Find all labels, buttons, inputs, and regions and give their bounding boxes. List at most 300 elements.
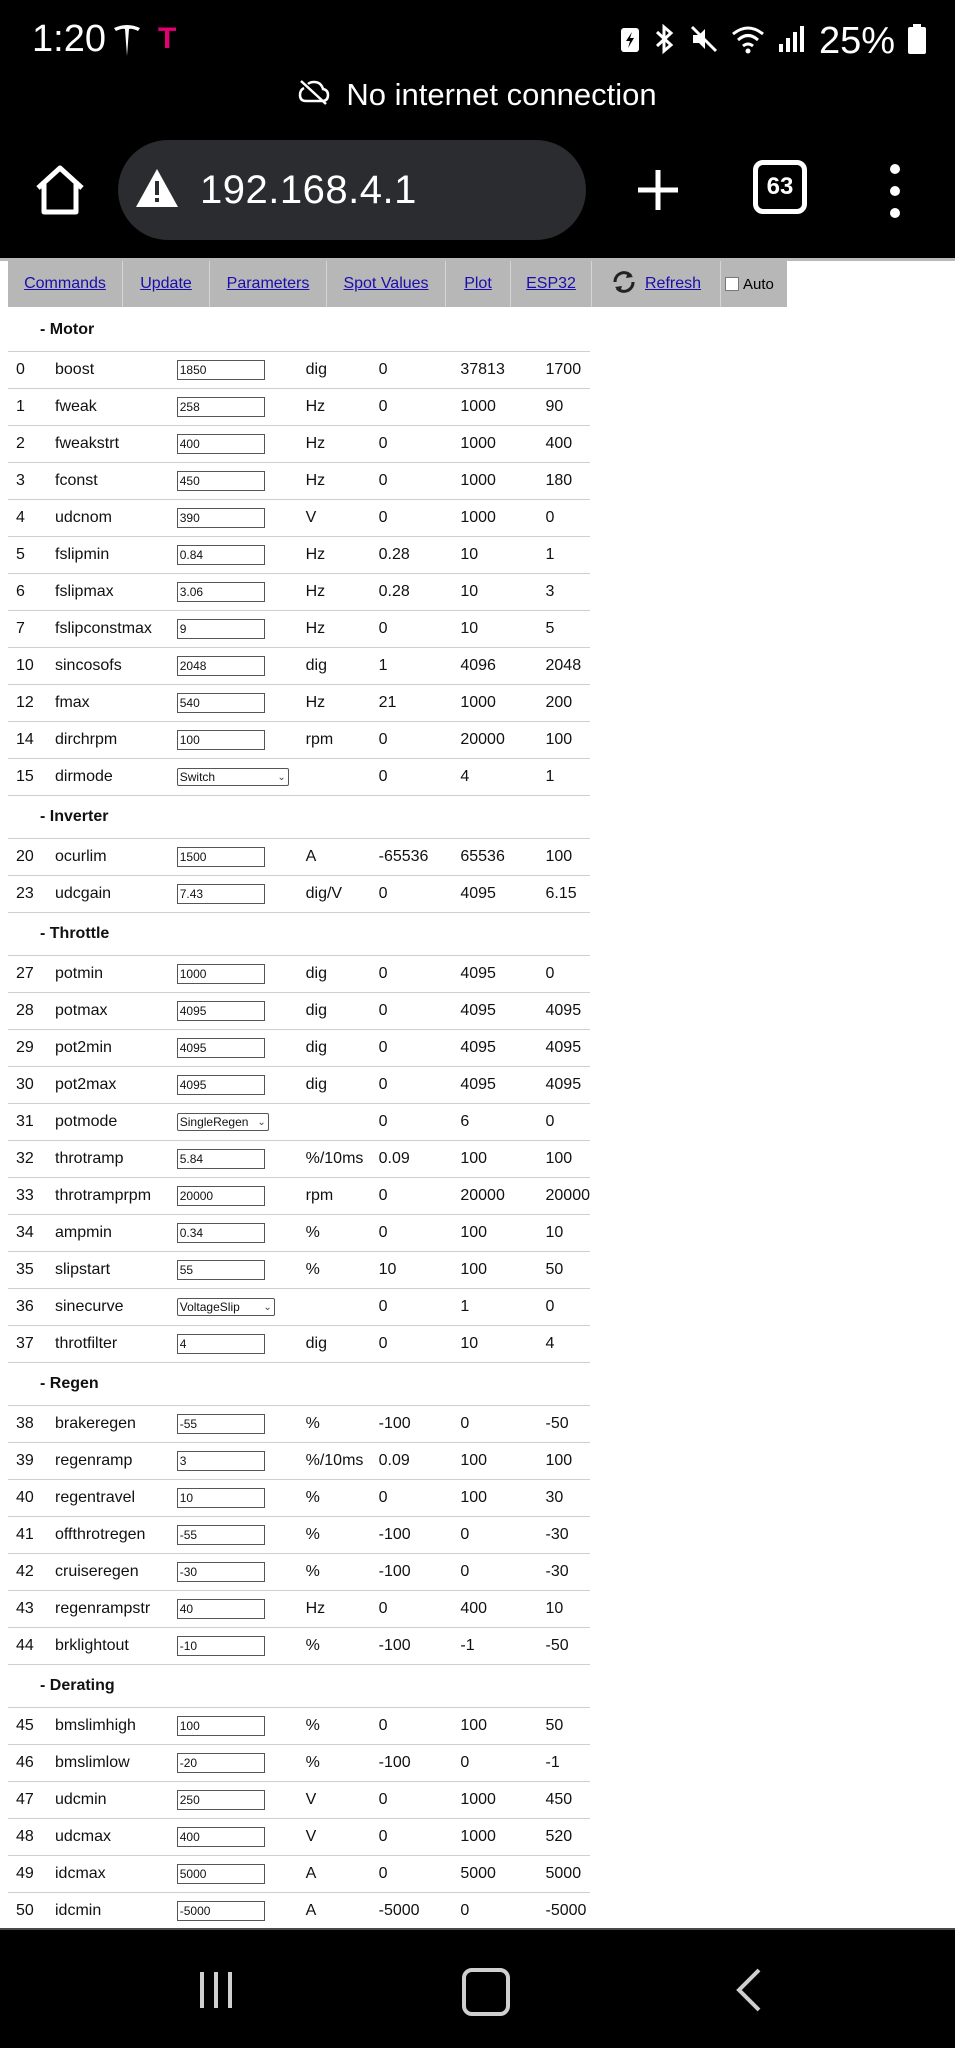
- param-max: 4095: [458, 876, 543, 913]
- category-row: [8, 796, 590, 839]
- param-min: -65536: [377, 839, 459, 876]
- param-id: 29: [8, 1030, 47, 1067]
- param-name: brakeregen: [47, 1406, 169, 1443]
- param-default: 5000: [544, 1856, 591, 1893]
- param-name: offthrotregen: [47, 1517, 169, 1554]
- param-value-input[interactable]: 4095: [177, 1038, 265, 1058]
- param-value-input[interactable]: 100: [177, 1716, 265, 1736]
- param-value-cell: [169, 1856, 304, 1893]
- param-default: 50: [544, 1708, 591, 1745]
- param-max: 10: [458, 537, 543, 574]
- param-value-input[interactable]: 4095: [177, 1001, 265, 1021]
- table-row: [8, 1326, 590, 1363]
- param-default: 3: [544, 574, 591, 611]
- param-max: 100: [458, 1443, 543, 1480]
- param-default: 520: [544, 1819, 591, 1856]
- chevron-down-icon: ⌄: [263, 1301, 272, 1313]
- param-value-cell: [169, 1591, 304, 1628]
- param-value-select[interactable]: [177, 768, 289, 786]
- param-unit: [304, 1104, 377, 1141]
- table-row: [8, 839, 590, 876]
- battery-saver-icon: [619, 24, 641, 59]
- param-min: 0: [377, 1782, 459, 1819]
- param-value-cell: [169, 1708, 304, 1745]
- param-default: 0: [544, 500, 591, 537]
- page-navbar: [8, 261, 787, 307]
- param-name: fmax: [47, 685, 169, 722]
- param-min: 0.28: [377, 574, 459, 611]
- table-row: [8, 1554, 590, 1591]
- param-max: 100: [458, 1252, 543, 1289]
- nav-refresh[interactable]: [592, 261, 721, 307]
- table-row: [8, 1104, 590, 1141]
- param-name: pot2max: [47, 1067, 169, 1104]
- param-id: 32: [8, 1141, 47, 1178]
- table-row: [8, 956, 590, 993]
- param-unit: %: [304, 1745, 377, 1782]
- nav-divider: [0, 1928, 955, 1930]
- param-min: 0: [377, 876, 459, 913]
- param-max: 10: [458, 1326, 543, 1363]
- new-tab-icon[interactable]: [628, 160, 688, 220]
- param-max: 4095: [458, 956, 543, 993]
- param-value-input[interactable]: -55: [177, 1414, 265, 1434]
- param-min: 0: [377, 1178, 459, 1215]
- url-text[interactable]: 192.168.4.1: [200, 167, 417, 212]
- param-max: 100: [458, 1480, 543, 1517]
- param-unit: %: [304, 1554, 377, 1591]
- param-name: dirchrpm: [47, 722, 169, 759]
- tesla-icon: [112, 24, 142, 63]
- param-name: idcmin: [47, 1893, 169, 1930]
- table-row: [8, 574, 590, 611]
- param-value-cell: [169, 1289, 304, 1326]
- param-id: 30: [8, 1067, 47, 1104]
- param-min: 10: [377, 1252, 459, 1289]
- select-value: VoltageSlip: [179, 1300, 240, 1314]
- param-default: 100: [544, 722, 591, 759]
- param-min: 0.09: [377, 1141, 459, 1178]
- param-unit: %: [304, 1252, 377, 1289]
- param-default: -50: [544, 1628, 591, 1665]
- param-default: -30: [544, 1517, 591, 1554]
- param-value-cell: [169, 1819, 304, 1856]
- param-value-input[interactable]: 250: [177, 1790, 265, 1810]
- param-value-cell: [169, 1517, 304, 1554]
- param-unit: A: [304, 839, 377, 876]
- param-unit: Hz: [304, 1591, 377, 1628]
- param-value-input[interactable]: 100: [177, 730, 265, 750]
- param-name: potmode: [47, 1104, 169, 1141]
- param-name: fslipmax: [47, 574, 169, 611]
- address-bar[interactable]: [118, 140, 586, 240]
- param-value-input[interactable]: 3.06: [177, 582, 265, 602]
- param-value-cell: [169, 759, 304, 796]
- table-row: [8, 611, 590, 648]
- param-name: regentravel: [47, 1480, 169, 1517]
- param-unit: dig/V: [304, 876, 377, 913]
- table-row: [8, 993, 590, 1030]
- param-max: 100: [458, 1215, 543, 1252]
- param-unit: dig: [304, 956, 377, 993]
- table-row: [8, 1252, 590, 1289]
- param-value-cell: [169, 574, 304, 611]
- param-value-select[interactable]: [177, 1113, 269, 1131]
- nav-spot-values[interactable]: Spot Values: [327, 261, 446, 307]
- bluetooth-icon: [653, 23, 677, 60]
- param-unit: %: [304, 1628, 377, 1665]
- param-value-select[interactable]: [177, 1298, 275, 1316]
- param-max: 1000: [458, 1819, 543, 1856]
- param-unit: rpm: [304, 1178, 377, 1215]
- table-row: [8, 537, 590, 574]
- cloud-off-icon: [298, 77, 330, 113]
- param-value-input[interactable]: 0.34: [177, 1223, 265, 1243]
- recent-apps-icon[interactable]: [196, 1970, 236, 2010]
- param-unit: Hz: [304, 537, 377, 574]
- param-value-cell: [169, 1252, 304, 1289]
- param-value-cell: [169, 648, 304, 685]
- table-row: [8, 1178, 590, 1215]
- param-name: brklightout: [47, 1628, 169, 1665]
- nav-parameters[interactable]: Parameters: [210, 261, 327, 307]
- parameter-table: [8, 309, 590, 1929]
- param-value-input[interactable]: 40: [177, 1599, 265, 1619]
- category-row: [8, 1665, 590, 1708]
- param-value-cell: [169, 876, 304, 913]
- param-value-input[interactable]: 7.43: [177, 884, 265, 904]
- table-row: [8, 1030, 590, 1067]
- param-default: 0: [544, 1104, 591, 1141]
- param-unit: dig: [304, 993, 377, 1030]
- table-row: [8, 876, 590, 913]
- param-unit: %: [304, 1708, 377, 1745]
- param-id: 50: [8, 1893, 47, 1930]
- param-value-input[interactable]: -30: [177, 1562, 265, 1582]
- param-value-input[interactable]: 540: [177, 693, 265, 713]
- table-row: [8, 1141, 590, 1178]
- param-max: 65536: [458, 839, 543, 876]
- param-max: 4095: [458, 1067, 543, 1104]
- param-value-input[interactable]: -5000: [177, 1901, 265, 1921]
- param-name: fslipconstmax: [47, 611, 169, 648]
- param-value-input[interactable]: 4095: [177, 1075, 265, 1095]
- param-default: 1: [544, 759, 591, 796]
- category-title: - Throttle: [8, 913, 590, 956]
- param-min: 0: [377, 1480, 459, 1517]
- param-unit: V: [304, 1782, 377, 1819]
- param-id: 45: [8, 1708, 47, 1745]
- nav-esp32[interactable]: ESP32: [511, 261, 592, 307]
- auto-refresh[interactable]: [721, 276, 774, 293]
- param-min: -100: [377, 1554, 459, 1591]
- param-name: pot2min: [47, 1030, 169, 1067]
- param-value-cell: [169, 1554, 304, 1591]
- param-value-cell: [169, 500, 304, 537]
- param-value-cell: [169, 685, 304, 722]
- param-value-input[interactable]: 390: [177, 508, 265, 528]
- param-min: 0: [377, 993, 459, 1030]
- tab-count: 63: [766, 173, 794, 200]
- param-max: 4096: [458, 648, 543, 685]
- table-row: [8, 426, 590, 463]
- param-min: 0: [377, 1215, 459, 1252]
- param-unit: V: [304, 1819, 377, 1856]
- param-id: 3: [8, 463, 47, 500]
- param-id: 36: [8, 1289, 47, 1326]
- param-name: bmslimhigh: [47, 1708, 169, 1745]
- param-unit: [304, 759, 377, 796]
- param-name: bmslimlow: [47, 1745, 169, 1782]
- param-min: 0: [377, 500, 459, 537]
- param-value-cell: [169, 463, 304, 500]
- param-value-input[interactable]: 400: [177, 434, 265, 454]
- param-value-input[interactable]: 400: [177, 1827, 265, 1847]
- param-max: 1000: [458, 1782, 543, 1819]
- table-row: [8, 759, 590, 796]
- param-min: -100: [377, 1628, 459, 1665]
- param-id: 10: [8, 648, 47, 685]
- param-value-input[interactable]: 5.84: [177, 1149, 265, 1169]
- param-unit: Hz: [304, 463, 377, 500]
- param-id: 15: [8, 759, 47, 796]
- param-default: 5: [544, 611, 591, 648]
- param-id: 28: [8, 993, 47, 1030]
- param-value-cell: [169, 1104, 304, 1141]
- param-value-input[interactable]: 1500: [177, 847, 265, 867]
- param-name: udcgain: [47, 876, 169, 913]
- param-unit: %: [304, 1480, 377, 1517]
- param-value-cell: [169, 993, 304, 1030]
- param-id: 20: [8, 839, 47, 876]
- param-value-input[interactable]: -55: [177, 1525, 265, 1545]
- param-value-input[interactable]: 1850: [177, 360, 265, 380]
- param-id: 40: [8, 1480, 47, 1517]
- param-default: 0: [544, 1289, 591, 1326]
- param-value-input[interactable]: 55: [177, 1260, 265, 1280]
- param-id: 34: [8, 1215, 47, 1252]
- param-value-cell: [169, 1215, 304, 1252]
- param-id: 35: [8, 1252, 47, 1289]
- param-unit: %/10ms: [304, 1141, 377, 1178]
- auto-checkbox[interactable]: [725, 277, 739, 291]
- param-id: 49: [8, 1856, 47, 1893]
- param-name: sinecurve: [47, 1289, 169, 1326]
- param-default: 4: [544, 1326, 591, 1363]
- category-title: - Motor: [8, 309, 590, 352]
- param-value-input[interactable]: 2048: [177, 656, 265, 676]
- param-default: 100: [544, 1443, 591, 1480]
- param-id: 37: [8, 1326, 47, 1363]
- param-default: 4095: [544, 993, 591, 1030]
- param-id: 44: [8, 1628, 47, 1665]
- param-value-cell: [169, 1326, 304, 1363]
- param-id: 27: [8, 956, 47, 993]
- param-max: 1000: [458, 426, 543, 463]
- param-value-input[interactable]: -20: [177, 1753, 265, 1773]
- param-default: 20000: [544, 1178, 591, 1215]
- param-max: 0: [458, 1893, 543, 1930]
- category-row: [8, 1363, 590, 1406]
- param-name: ocurlim: [47, 839, 169, 876]
- param-min: 1: [377, 648, 459, 685]
- param-name: ampmin: [47, 1215, 169, 1252]
- param-value-input[interactable]: 0.84: [177, 545, 265, 565]
- param-value-cell: [169, 1480, 304, 1517]
- table-row: [8, 352, 590, 389]
- param-value-input[interactable]: 450: [177, 471, 265, 491]
- param-default: -1: [544, 1745, 591, 1782]
- param-min: 0: [377, 956, 459, 993]
- param-value-cell: [169, 426, 304, 463]
- param-value-cell: [169, 1782, 304, 1819]
- overflow-menu-icon[interactable]: [880, 156, 910, 226]
- category-title: - Derating: [8, 1665, 590, 1708]
- param-id: 1: [8, 389, 47, 426]
- refresh-icon[interactable]: [611, 270, 637, 299]
- param-default: 30: [544, 1480, 591, 1517]
- param-id: 43: [8, 1591, 47, 1628]
- refresh-label[interactable]: Refresh: [644, 275, 702, 292]
- param-value-input[interactable]: 3: [177, 1451, 265, 1471]
- param-default: -30: [544, 1554, 591, 1591]
- param-default: 450: [544, 1782, 591, 1819]
- param-unit: Hz: [304, 611, 377, 648]
- param-id: 2: [8, 426, 47, 463]
- param-value-input[interactable]: 1000: [177, 964, 265, 984]
- param-default: 100: [544, 1141, 591, 1178]
- param-min: -100: [377, 1406, 459, 1443]
- param-value-cell: [169, 389, 304, 426]
- param-max: 1000: [458, 389, 543, 426]
- param-id: 5: [8, 537, 47, 574]
- param-default: 4095: [544, 1030, 591, 1067]
- param-min: 0: [377, 352, 459, 389]
- nav-plot[interactable]: Plot: [446, 261, 511, 307]
- param-min: 0: [377, 1289, 459, 1326]
- param-max: 20000: [458, 1178, 543, 1215]
- param-name: fconst: [47, 463, 169, 500]
- chevron-down-icon: ⌄: [277, 771, 286, 783]
- table-row: [8, 389, 590, 426]
- param-max: 10: [458, 574, 543, 611]
- param-unit: %: [304, 1406, 377, 1443]
- web-page: [0, 261, 955, 1929]
- param-name: fslipmin: [47, 537, 169, 574]
- param-name: udcmax: [47, 1819, 169, 1856]
- home-nav-icon[interactable]: [462, 1968, 510, 2016]
- table-row: [8, 1628, 590, 1665]
- param-max: 400: [458, 1591, 543, 1628]
- param-unit: dig: [304, 1067, 377, 1104]
- param-default: 1: [544, 537, 591, 574]
- param-value-input[interactable]: 258: [177, 397, 265, 417]
- table-row: [8, 500, 590, 537]
- param-value-cell: [169, 722, 304, 759]
- offline-text: No internet connection: [346, 77, 657, 112]
- param-value-input[interactable]: 5000: [177, 1864, 265, 1884]
- param-unit: Hz: [304, 389, 377, 426]
- param-value-cell: [169, 1141, 304, 1178]
- param-unit: %: [304, 1517, 377, 1554]
- warning-icon[interactable]: [134, 167, 180, 214]
- table-row: [8, 1480, 590, 1517]
- param-unit: [304, 1289, 377, 1326]
- param-value-cell: [169, 1443, 304, 1480]
- param-id: 31: [8, 1104, 47, 1141]
- param-name: boost: [47, 352, 169, 389]
- param-unit: dig: [304, 352, 377, 389]
- table-row: [8, 1745, 590, 1782]
- param-value-cell: [169, 611, 304, 648]
- param-max: 1000: [458, 463, 543, 500]
- param-value-cell: [169, 1406, 304, 1443]
- param-name: fweakstrt: [47, 426, 169, 463]
- param-name: throtramp: [47, 1141, 169, 1178]
- param-id: 46: [8, 1745, 47, 1782]
- param-min: 0: [377, 722, 459, 759]
- table-row: [8, 1708, 590, 1745]
- param-min: 0: [377, 759, 459, 796]
- table-row: [8, 463, 590, 500]
- status-time: 1:20: [32, 18, 106, 60]
- param-name: regenrampstr: [47, 1591, 169, 1628]
- param-min: -100: [377, 1745, 459, 1782]
- param-max: 5000: [458, 1856, 543, 1893]
- param-default: 50: [544, 1252, 591, 1289]
- param-default: 200: [544, 685, 591, 722]
- param-name: potmax: [47, 993, 169, 1030]
- back-icon[interactable]: [735, 1968, 763, 2012]
- param-id: 41: [8, 1517, 47, 1554]
- param-default: 180: [544, 463, 591, 500]
- home-icon[interactable]: [32, 162, 88, 218]
- tab-switcher-button[interactable]: [753, 160, 807, 214]
- param-value-input[interactable]: 10: [177, 1488, 265, 1508]
- param-default: -50: [544, 1406, 591, 1443]
- category-title: - Inverter: [8, 796, 590, 839]
- param-value-input[interactable]: 9: [177, 619, 265, 639]
- param-min: 0: [377, 1819, 459, 1856]
- param-value-input[interactable]: -10: [177, 1636, 265, 1656]
- param-id: 38: [8, 1406, 47, 1443]
- param-value-cell: [169, 1067, 304, 1104]
- param-id: 4: [8, 500, 47, 537]
- param-min: -100: [377, 1517, 459, 1554]
- nav-commands[interactable]: Commands: [8, 261, 123, 307]
- status-icons: [619, 20, 927, 63]
- param-min: 0: [377, 1591, 459, 1628]
- table-row: [8, 648, 590, 685]
- param-default: 10: [544, 1591, 591, 1628]
- param-name: regenramp: [47, 1443, 169, 1480]
- param-name: throtfilter: [47, 1326, 169, 1363]
- param-unit: A: [304, 1856, 377, 1893]
- nav-update[interactable]: Update: [123, 261, 210, 307]
- param-unit: V: [304, 500, 377, 537]
- param-min: -5000: [377, 1893, 459, 1930]
- table-row: [8, 1289, 590, 1326]
- param-id: 7: [8, 611, 47, 648]
- param-value-input[interactable]: 4: [177, 1334, 265, 1354]
- param-id: 48: [8, 1819, 47, 1856]
- param-default: 100: [544, 839, 591, 876]
- table-row: [8, 1819, 590, 1856]
- param-value-input[interactable]: 20000: [177, 1186, 265, 1206]
- param-id: 14: [8, 722, 47, 759]
- param-max: 10: [458, 611, 543, 648]
- category-title: - Regen: [8, 1363, 590, 1406]
